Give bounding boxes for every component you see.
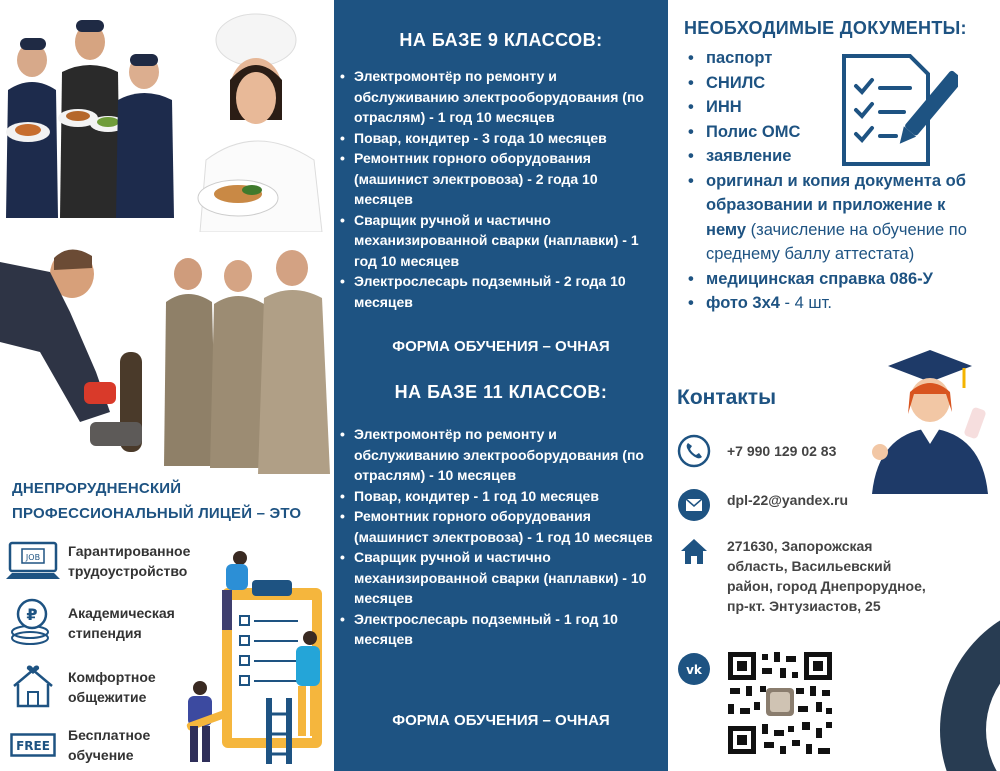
program-item: • Ремонтник горного оборудования (машинист электровоза) - 2 года 10 месяцев (354, 148, 660, 210)
email-row (677, 488, 848, 522)
lyceum-title: ДНЕПРОРУДНЕНСКИЙ ПРОФЕССИОНАЛЬНЫЙ ЛИЦЕЙ – ЭТО (12, 480, 302, 522)
decorative-corner-arc (910, 610, 1000, 771)
contacts-heading: Контакты (677, 386, 777, 409)
document-item: • медицинская справка 086-У (688, 267, 988, 292)
base9-heading: НА БАЗЕ 9 КЛАССОВ: (399, 30, 603, 50)
document-item: • СНИЛС (688, 71, 988, 96)
students-photo (160, 246, 334, 474)
base9-program-list (334, 66, 668, 312)
documents-panel (668, 0, 1000, 771)
program-item: • Повар, кондитер - 1 год 10 месяцев (354, 486, 660, 507)
clipboard-illustration (186, 548, 332, 766)
email-address[interactable]: dpl-22@yandex.ru (727, 492, 849, 508)
benefit-employment (6, 538, 208, 584)
program-item: • Электрослесарь подземный - 1 год 10 месяцев (354, 609, 660, 650)
free-badge-icon (6, 722, 60, 768)
vk-icon[interactable] (677, 652, 711, 686)
benefit-scholarship (6, 600, 208, 646)
document-item: • паспорт (688, 46, 988, 71)
base11-program-list (334, 424, 668, 650)
chefs-group-photo (0, 0, 185, 218)
email-icon (677, 488, 711, 522)
base11-study-form: ФОРМА ОБУЧЕНИЯ – ОЧНАЯ (392, 712, 610, 729)
programs-panel (334, 0, 668, 771)
qr-code[interactable] (726, 650, 834, 756)
document-item: • фото 3х4 - 4 шт. (688, 291, 988, 316)
program-item: • Электрослесарь подземный - 2 года 10 месяцев (354, 271, 660, 312)
benefit-label: Бесплатное обучение (68, 727, 151, 763)
vk-row (677, 652, 711, 686)
svg-text:JOB: JOB (25, 553, 41, 562)
svg-text:vk: vk (686, 663, 702, 677)
phone-row (677, 434, 836, 468)
document-item: • ИНН (688, 95, 988, 120)
phone-number[interactable]: +7 990 129 02 83 (727, 443, 837, 459)
program-item: • Сварщик ручной и частично механизированной сварки (наплавки) - 1 год 10 месяцев (354, 210, 660, 272)
welder-photo (0, 232, 160, 454)
left-panel (0, 0, 334, 771)
svg-text:₽: ₽ (26, 605, 38, 624)
program-item: • Сварщик ручной и частично механизированной сварки (наплавки) - 10 месяцев (354, 547, 660, 609)
program-item: • Электромонтёр по ремонту и обслуживанию электрооборудования (по отраслям) - 1 год 10 месяцев (354, 66, 660, 128)
home-icon (677, 534, 711, 568)
program-item: • Ремонтник горного оборудования (машинист электровоза) - 1 год 10 месяцев (354, 506, 660, 547)
document-item: • оригинал и копия документа об образовании и приложение к нему (зачисление на обучение по среднему баллу аттестата) (688, 169, 988, 267)
graduate-illustration (858, 344, 998, 499)
benefit-free-education (6, 722, 208, 768)
phone-icon (677, 434, 711, 468)
documents-list (688, 46, 988, 316)
benefit-label: Академическая стипендия (68, 605, 175, 641)
documents-heading: НЕОБХОДИМЫЕ ДОКУМЕНТЫ: (684, 18, 967, 38)
base11-heading: НА БАЗЕ 11 КЛАССОВ: (394, 382, 608, 402)
program-item: • Электромонтёр по ремонту и обслуживанию электрооборудования (по отраслям) - 10 месяцев (354, 424, 660, 486)
base9-study-form: ФОРМА ОБУЧЕНИЯ – ОЧНАЯ (392, 338, 610, 355)
house-heart-icon (6, 664, 60, 710)
benefit-dormitory (6, 664, 208, 710)
program-item: • Повар, кондитер - 3 года 10 месяцев (354, 128, 660, 149)
document-item: • заявление (688, 144, 988, 169)
svg-text:FREE: FREE (16, 739, 50, 753)
benefit-label: Комфортное общежитие (68, 669, 156, 705)
ruble-coins-icon (6, 600, 60, 646)
computer-job-icon (6, 538, 60, 584)
chef-with-plate-photo (190, 10, 334, 232)
benefit-label: Гарантированное трудоустройство (68, 543, 191, 579)
postal-address: 271630, Запорожская область, Васильевский район, город Днепрорудное, пр-кт. Энтузиастов, 25 (727, 538, 926, 614)
address-row (677, 534, 927, 616)
document-item: • Полис ОМС (688, 120, 988, 145)
